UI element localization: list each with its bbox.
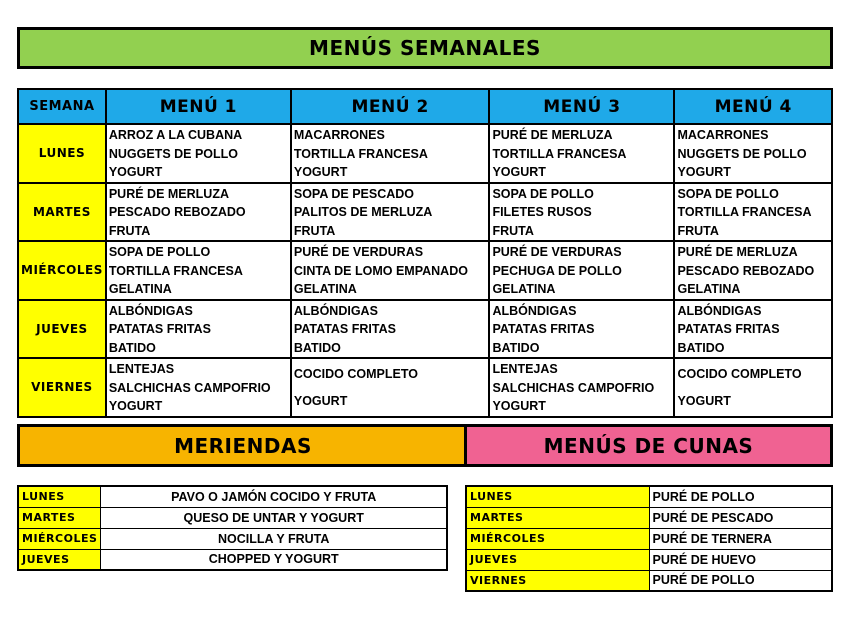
menu-item: PATATAS FRITAS — [108, 322, 211, 336]
menu-item: YOGURT — [677, 165, 731, 179]
page-title: MENÚS SEMANALES — [17, 27, 833, 69]
day-label: LUNES — [18, 486, 101, 507]
menu-item: BATIDO — [492, 340, 540, 355]
menu-item: TORTILLA FRANCESA — [108, 263, 243, 278]
menu-item: PURÉ DE VERDURAS — [492, 245, 622, 259]
menu-item: YOGURT — [293, 394, 348, 409]
menu-row-lunes — [18, 124, 832, 183]
menu-item: PECHUGA DE POLLO — [492, 263, 622, 278]
menu-cell — [106, 358, 291, 417]
cunas-table — [465, 485, 833, 592]
menu-cell — [291, 241, 490, 300]
cuna-row — [466, 528, 832, 549]
menu-item: SOPA DE POLLO — [108, 245, 211, 259]
menu-item: YOGURT — [492, 399, 546, 413]
cuna-row — [466, 570, 832, 591]
menu-item: GELATINA — [293, 282, 357, 296]
menu-row-jueves — [18, 300, 832, 359]
day-label: MARTES — [466, 507, 649, 528]
day-label: JUEVES — [18, 549, 101, 570]
menu-item: PATATAS FRITAS — [492, 322, 595, 336]
menu-cell — [489, 358, 674, 417]
menu-item: YOGURT — [492, 165, 546, 179]
menu-item: PESCADO REBOZADO — [108, 205, 246, 219]
menu-cell — [489, 124, 674, 183]
day-label: MARTES — [18, 507, 101, 528]
menu-item: TORTILLA FRANCESA — [293, 146, 428, 161]
menu-item: YOGURT — [108, 165, 163, 179]
merienda-value: CHOPPED Y YOGURT — [101, 549, 447, 570]
menu-item: PURÉ DE MERLUZA — [108, 186, 229, 201]
menu-item: FRUTA — [492, 223, 534, 238]
menu-cell — [291, 358, 490, 417]
header-menu-2: MENÚ 2 — [291, 89, 490, 124]
cuna-value: PURÉ DE TERNERA — [649, 528, 832, 549]
day-label: VIERNES — [466, 570, 649, 591]
menu-item: SOPA DE PESCADO — [293, 186, 415, 201]
merienda-row — [18, 507, 447, 528]
weekly-menu-table — [17, 88, 833, 418]
header-menu-4: MENÚ 4 — [674, 89, 832, 124]
cuna-value: PURÉ DE POLLO — [649, 570, 832, 591]
menu-cell — [106, 241, 291, 300]
menu-table-header — [18, 89, 832, 124]
menu-cell — [674, 358, 832, 417]
menu-item: TORTILLA FRANCESA — [677, 205, 812, 219]
menu-cell — [291, 300, 490, 359]
merienda-row — [18, 528, 447, 549]
menu-cell — [674, 124, 832, 183]
cuna-value: PURÉ DE POLLO — [649, 486, 832, 507]
menu-item: COCIDO COMPLETO — [677, 366, 802, 381]
menu-item: CINTA DE LOMO EMPANADO — [293, 263, 468, 278]
merienda-value: NOCILLA Y FRUTA — [101, 528, 447, 549]
header-menu-1: MENÚ 1 — [106, 89, 291, 124]
menu-item: BATIDO — [677, 340, 725, 355]
menu-row-martes — [18, 183, 832, 242]
menu-cell — [674, 183, 832, 242]
menu-item: LENTEJAS — [108, 362, 175, 376]
day-label: MIÉRCOLES — [18, 241, 106, 300]
menu-row-miércoles — [18, 241, 832, 300]
cunas-title: MENÚS DE CUNAS — [464, 424, 833, 467]
menu-cell — [291, 124, 490, 183]
menu-item: COCIDO COMPLETO — [293, 366, 418, 381]
menu-item: PESCADO REBOZADO — [677, 263, 815, 278]
merienda-row — [18, 486, 447, 507]
menu-item: SOPA DE POLLO — [492, 186, 594, 201]
menu-item: ALBÓNDIGAS — [293, 303, 378, 318]
menu-item: NUGGETS DE POLLO — [108, 146, 239, 161]
header-semana: SEMANA — [18, 89, 106, 124]
menu-cell — [106, 183, 291, 242]
menu-cell — [291, 183, 490, 242]
day-label: MIÉRCOLES — [466, 528, 649, 549]
menu-item: YOGURT — [677, 394, 731, 409]
menu-item: PATATAS FRITAS — [293, 322, 396, 336]
day-label: LUNES — [18, 124, 106, 183]
menu-cell — [674, 241, 832, 300]
menu-item: FILETES RUSOS — [492, 205, 592, 219]
menu-cell — [674, 300, 832, 359]
menu-cell — [489, 241, 674, 300]
day-label: JUEVES — [18, 300, 106, 359]
menu-item: BATIDO — [108, 340, 156, 355]
merienda-value: QUESO DE UNTAR Y YOGURT — [101, 507, 447, 528]
menu-item: PURÉ DE VERDURAS — [293, 245, 424, 259]
menu-item: FRUTA — [293, 223, 336, 238]
menu-item: GELATINA — [108, 282, 172, 296]
menu-item: TORTILLA FRANCESA — [492, 146, 627, 161]
menu-item: BATIDO — [293, 340, 341, 355]
cuna-value: PURÉ DE PESCADO — [649, 507, 832, 528]
day-label: MIÉRCOLES — [18, 528, 101, 549]
menu-item: GELATINA — [492, 282, 556, 296]
menu-item: ARROZ A LA CUBANA — [108, 128, 243, 142]
merienda-row — [18, 549, 447, 570]
menu-cell — [106, 300, 291, 359]
menu-item: PATATAS FRITAS — [677, 322, 780, 336]
menu-cell — [489, 183, 674, 242]
header-menu-3: MENÚ 3 — [489, 89, 674, 124]
menu-item: NUGGETS DE POLLO — [677, 146, 807, 161]
menu-item: YOGURT — [108, 399, 163, 413]
menu-item: FRUTA — [108, 223, 151, 238]
menu-item: PURÉ DE MERLUZA — [492, 128, 613, 142]
menu-item: GELATINA — [677, 282, 741, 296]
cuna-row — [466, 549, 832, 570]
day-label: LUNES — [466, 486, 649, 507]
menu-item: SALCHICHAS CAMPOFRIO — [108, 380, 271, 395]
menu-cell — [106, 124, 291, 183]
day-label: VIERNES — [18, 358, 106, 417]
menu-item: MACARRONES — [293, 128, 385, 142]
day-label: MARTES — [18, 183, 106, 242]
cuna-row — [466, 507, 832, 528]
merienda-value: PAVO O JAMÓN COCIDO Y FRUTA — [101, 486, 447, 507]
menu-item: PALITOS DE MERLUZA — [293, 205, 433, 219]
day-label: JUEVES — [466, 549, 649, 570]
cuna-row — [466, 486, 832, 507]
menu-item: ALBÓNDIGAS — [492, 303, 577, 318]
menu-row-viernes — [18, 358, 832, 417]
menu-item: PURÉ DE MERLUZA — [677, 245, 798, 259]
menu-item: MACARRONES — [677, 128, 769, 142]
cuna-value: PURÉ DE HUEVO — [649, 549, 832, 570]
menu-item: YOGURT — [293, 165, 348, 179]
menu-item: SOPA DE POLLO — [677, 186, 779, 201]
menu-item: ALBÓNDIGAS — [677, 303, 762, 318]
menu-item: SALCHICHAS CAMPOFRIO — [492, 380, 655, 395]
menu-item: ALBÓNDIGAS — [108, 303, 193, 318]
meriendas-table — [17, 485, 448, 571]
menu-table-body — [18, 124, 832, 417]
menu-item: FRUTA — [677, 223, 719, 238]
meriendas-title: MERIENDAS — [17, 424, 467, 467]
menu-item: LENTEJAS — [492, 362, 558, 376]
menu-cell — [489, 300, 674, 359]
